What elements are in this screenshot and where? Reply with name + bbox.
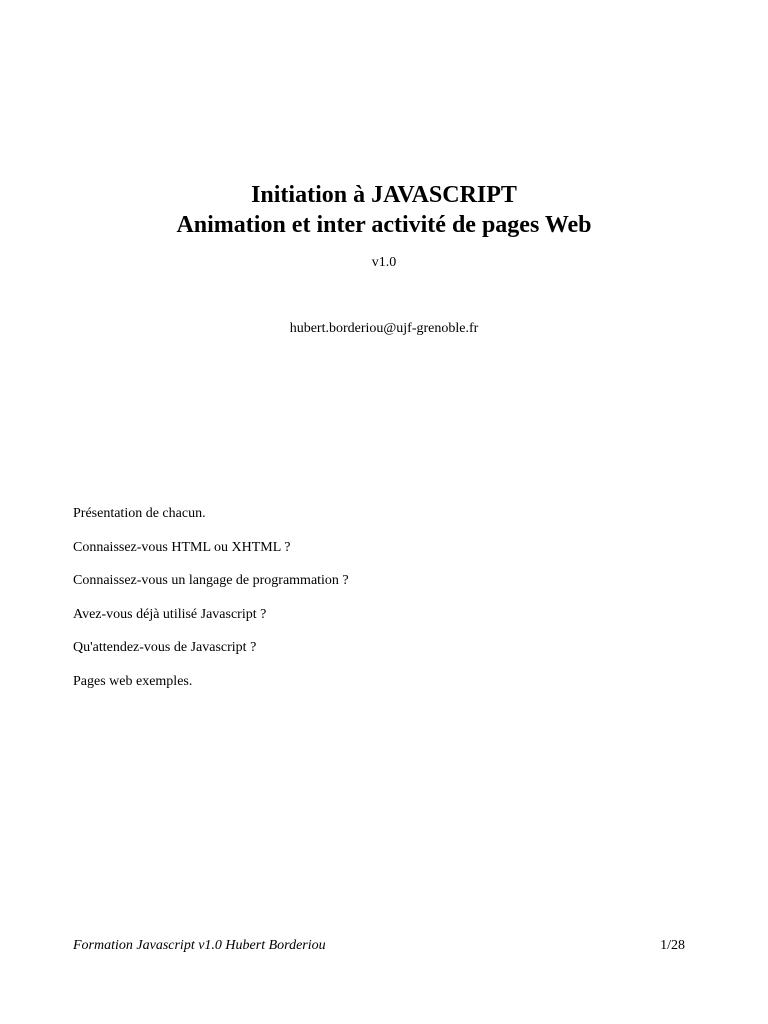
question-list — [73, 505, 693, 706]
list-item: Connaissez-vous un langage de programmation ? — [73, 573, 349, 588]
document-title — [0, 180, 768, 240]
list-item: Qu'attendez-vous de Javascript ? — [73, 640, 257, 655]
title-line-1: Initiation à JAVASCRIPT — [251, 182, 517, 208]
list-item: Présentation de chacun. — [73, 506, 206, 521]
page-footer — [73, 937, 685, 955]
list-item: Avez-vous déjà utilisé Javascript ? — [73, 606, 267, 622]
footer-text: Formation Javascript v1.0 Hubert Borderiou — [73, 938, 326, 953]
page-number: 1/28 — [660, 938, 685, 953]
title-line-2: Animation et inter activité de pages Web — [176, 212, 592, 238]
author-email: hubert.borderiou@ujf-grenoble.fr — [289, 321, 479, 336]
list-item: Pages web exemples. — [73, 673, 193, 689]
version-label: v1.0 — [371, 255, 397, 270]
list-item: Connaissez-vous HTML ou XHTML ? — [73, 539, 291, 555]
